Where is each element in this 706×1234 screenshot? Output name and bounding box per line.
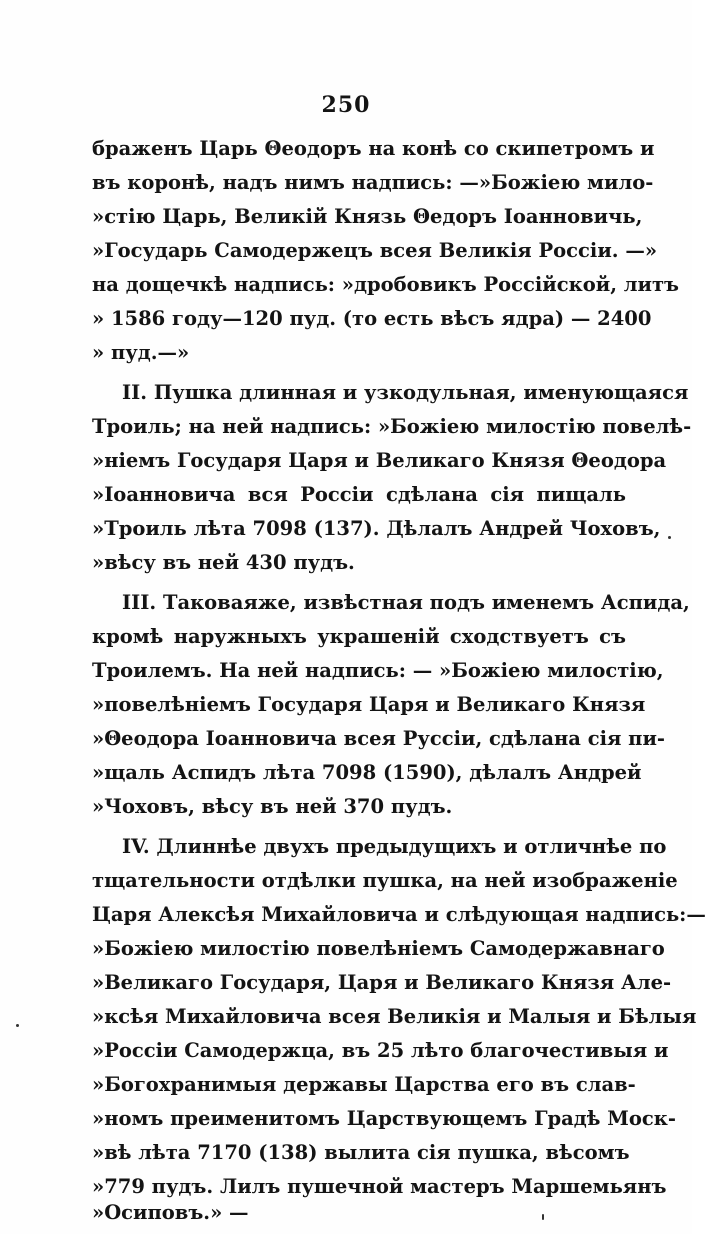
ink-speck [542, 1214, 544, 1220]
text-line: IV. Длиннѣе двухъ предыдущихъ и отличнѣе по [122, 835, 667, 858]
text-line: »Iоанновича вся Россiи сдѣлана сiя пищаль [92, 483, 626, 506]
text-line: тщательности отдѣлки пушка, на ней изображенiе [92, 869, 678, 892]
text-line: »Θеодора Iоанновича всея Руссiи, сдѣлана сiя пи- [92, 727, 666, 750]
text-line: » пуд.—» [92, 341, 190, 364]
ink-speck [668, 536, 671, 539]
text-line: въ коронѣ, надъ нимъ надпись: —»Божiею мило- [92, 171, 654, 194]
text-line: »номъ преименитомъ Царствующемъ Градѣ Моск- [92, 1107, 676, 1130]
ink-speck [16, 1024, 19, 1027]
text-line: Троиль; на ней надпись: »Божiею милостiю повелѣ- [92, 415, 692, 438]
text-line: »вѣ лѣта 7170 (138) вылита сiя пушка, вѣсомъ [92, 1141, 630, 1164]
text-line: »ксѣя Михайловича всея Великiя и Малыя и Бѣлыя [92, 1005, 697, 1028]
page-number: 250 [321, 92, 371, 118]
text-line: » 1586 году—120 пуд. (то есть вѣсъ ядра) — 2400 [92, 307, 652, 330]
text-line: II. Пушка длинная и узкодульная, именующаяся [122, 381, 689, 404]
text-line: III. Таковаяже, извѣстная подъ именемъ Аспида, [122, 591, 690, 614]
text-line: »нiемъ Государя Царя и Великаго Князя Θеодора [92, 449, 667, 472]
text-line: Троилемъ. На ней надпись: — »Божiею милостiю, [92, 659, 664, 682]
text-line: »Чоховъ, вѣсу въ ней 370 пудъ. [92, 795, 453, 818]
text-line: »щаль Аспидъ лѣта 7098 (1590), дѣлалъ Андрей [92, 761, 642, 784]
text-line: »Божiею милостiю повелѣнiемъ Самодержавнаго [92, 937, 665, 960]
text-line: »Троиль лѣта 7098 (137). Дѣлалъ Андрей Чоховъ, [92, 517, 661, 540]
text-line: кромѣ наружныхъ украшенiй сходствуетъ съ [92, 625, 626, 648]
text-line: »Осиповъ.» — [92, 1201, 249, 1224]
text-line: на дощечкѣ надпись: »дробовикъ Россiйской, литъ [92, 273, 680, 296]
text-line: »779 пудъ. Лилъ пушечной мастеръ Маршемьянъ [92, 1175, 667, 1198]
text-line: »Великаго Государя, Царя и Великаго Князя Але- [92, 971, 672, 994]
text-line: »стiю Царь, Великiй Князь Θедоръ Iоанновичь, [92, 205, 643, 228]
text-line: »Государь Самодержецъ всея Великiя Россiи. —» [92, 239, 658, 262]
text-line: »Богохранимыя державы Царства его въ слав- [92, 1073, 636, 1096]
text-line: »повелѣнiемъ Государя Царя и Великаго Князя [92, 693, 646, 716]
text-line: »вѣсу въ ней 430 пудъ. [92, 551, 355, 574]
text-line: браженъ Царь Θеодоръ на конѣ со скипетромъ и [92, 137, 655, 160]
text-line: »Россiи Самодержца, въ 25 лѣто благочестивыя и [92, 1039, 669, 1062]
text-line: Царя Алексѣя Михайловича и слѣдующая надпись:— [92, 903, 706, 926]
